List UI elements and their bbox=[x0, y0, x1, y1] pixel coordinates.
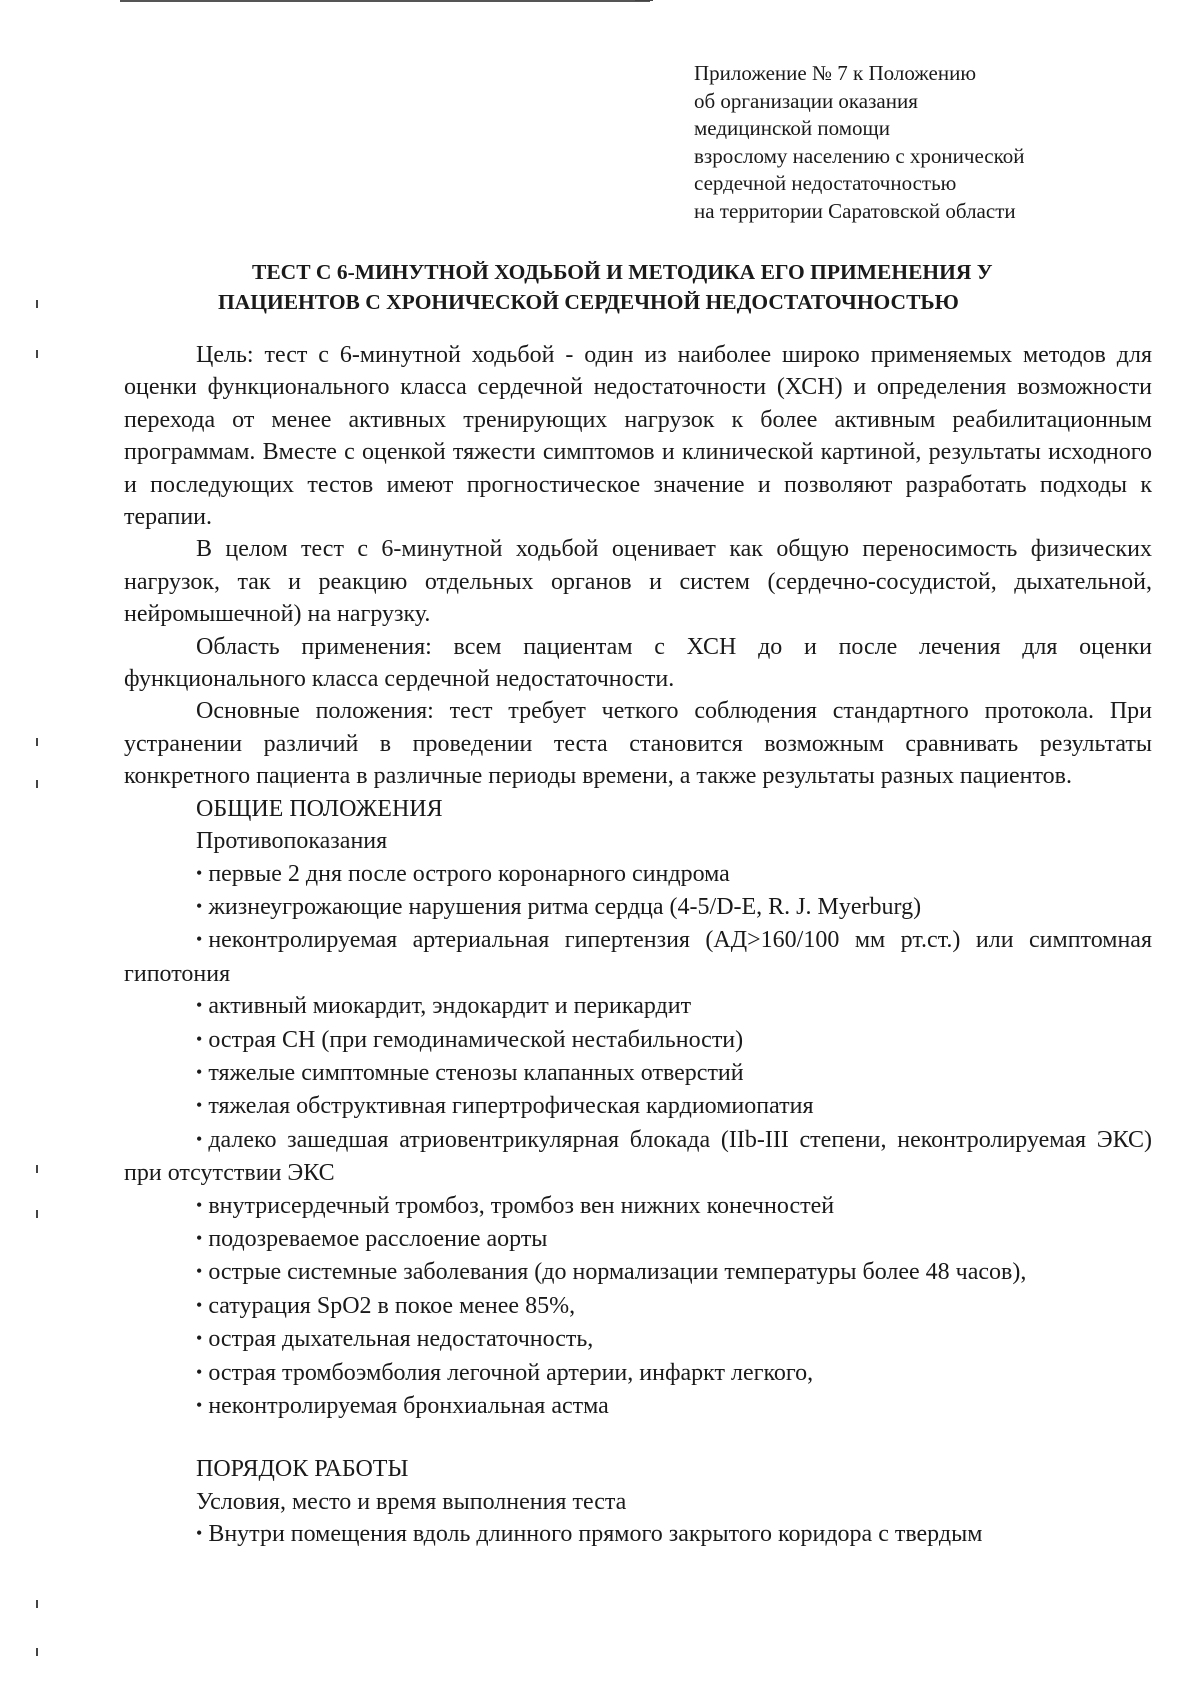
document-title bbox=[200, 257, 1100, 317]
bullet-icon: • bbox=[196, 1328, 203, 1349]
subheading-contraindications: Противопоказания bbox=[196, 828, 388, 855]
bullet-icon: • bbox=[196, 1294, 203, 1315]
scan-margin-mark bbox=[36, 350, 38, 358]
bullet-icon: • bbox=[196, 1095, 203, 1116]
scan-margin-mark bbox=[36, 1165, 38, 1173]
list-item: • жизнеугрожающие нарушения ритма сердца (4-5/D-E, R. J. Myerburg) bbox=[196, 893, 922, 920]
bullet-icon: • bbox=[196, 995, 203, 1016]
bullet-icon: • bbox=[196, 1227, 203, 1248]
list-item: • далеко зашедшая атриовентрикулярная блокада (IIb-III степени, неконтролируемая ЭКС) при отсутствии ЭКС bbox=[124, 1126, 1152, 1187]
section-heading-general: ОБЩИЕ ПОЛОЖЕНИЯ bbox=[196, 795, 443, 822]
scan-margin-mark bbox=[36, 780, 38, 788]
bullet-icon: • bbox=[196, 1194, 203, 1215]
list-item: • тяжелая обструктивная гипертрофическая кардиомиопатия bbox=[196, 1093, 814, 1120]
list-item: • острая дыхательная недостаточность, bbox=[196, 1326, 594, 1353]
title-line-2: ПАЦИЕНТОВ С ХРОНИЧЕСКОЙ СЕРДЕЧНОЙ НЕДОСТАТОЧНОСТЬЮ bbox=[218, 290, 959, 314]
list-item: • Внутри помещения вдоль длинного прямого закрытого коридора с твердым bbox=[196, 1521, 983, 1548]
paragraph-goal: Цель: тест с 6-минутной ходьбой - один из наиболее широко применяемых методов для оценки функционального класса сердечной недостаточности (ХСН) и определения возможности перехода от менее активных тренирующих нагрузок к более активным реабилитационным программам. Вместе с оценкой тяжести симптомов и клинической картиной, результаты исходного и последующих тестов имеют прогностическое значение и позволяют разработать подходы к терапии. bbox=[124, 342, 1152, 531]
paragraph-overall: В целом тест с 6-минутной ходьбой оценивает как общую переносимость физических нагрузок, так и реакцию отдельных органов и систем (сердечно-сосудистой, дыхательной, нейромышечной) на нагрузку. bbox=[124, 536, 1152, 628]
annex-line: сердечной недостаточностью bbox=[694, 171, 957, 196]
scan-margin-mark bbox=[36, 1648, 38, 1656]
list-item: • тяжелые симптомные стенозы клапанных отверстий bbox=[196, 1059, 744, 1086]
annex-line: об организации оказания bbox=[694, 88, 918, 113]
list-item: • сатурация SpO2 в покое менее 85%, bbox=[196, 1292, 576, 1319]
list-item: • подозреваемое расслоение аорты bbox=[196, 1225, 548, 1252]
bullet-icon: • bbox=[196, 895, 203, 916]
top-border-line bbox=[120, 0, 650, 2]
top-border-mark bbox=[635, 0, 653, 5]
title-line-1: ТЕСТ С 6-МИНУТНОЙ ХОДЬБОЙ И МЕТОДИКА ЕГО ПРИМЕНЕНИЯ У bbox=[252, 260, 993, 284]
bullet-icon: • bbox=[196, 1523, 203, 1544]
scan-margin-mark bbox=[36, 738, 38, 746]
bullet-icon: • bbox=[196, 1128, 203, 1149]
bullet-icon: • bbox=[196, 1061, 203, 1082]
list-item: • активный миокардит, эндокардит и перикардит bbox=[196, 993, 692, 1020]
list-item: • неконтролируемая бронхиальная астма bbox=[196, 1393, 609, 1419]
list-item: • неконтролируемая артериальная гипертензия (АД>160/100 мм рт.ст.) или симптомная гипотония bbox=[124, 927, 1152, 987]
list-item: • внутрисердечный тромбоз, тромбоз вен нижних конечностей bbox=[196, 1192, 835, 1219]
section-heading-procedure: ПОРЯДОК РАБОТЫ bbox=[196, 1456, 409, 1483]
bullet-icon: • bbox=[196, 1361, 203, 1382]
document-body bbox=[124, 339, 1152, 1552]
list-item: • острые системные заболевания (до нормализации температуры более 48 часов), bbox=[196, 1259, 1027, 1286]
bullet-icon: • bbox=[196, 929, 203, 950]
list-item: • первые 2 дня после острого коронарного синдрома bbox=[196, 860, 730, 887]
bullet-icon: • bbox=[196, 1395, 203, 1415]
contraindications-list bbox=[124, 858, 1152, 1424]
scan-margin-mark bbox=[36, 1600, 38, 1608]
annex-line: на территории Саратовской области bbox=[694, 198, 1016, 223]
annex-line: взрослому населению с хронической bbox=[694, 143, 1025, 168]
annex-line: Приложение № 7 к Положению bbox=[694, 61, 977, 85]
paragraph-basics: Основные положения: тест требует четкого соблюдения стандартного протокола. При устранении различий в проведении теста становится возможным сравнивать результаты конкретного пациента в различные периоды времени, а также результаты разных пациентов. bbox=[124, 698, 1152, 790]
paragraph-scope: Область применения: всем пациентам с ХСН до и после лечения для оценки функционального класса сердечной недостаточности. bbox=[124, 633, 1152, 693]
bullet-icon: • bbox=[196, 1028, 203, 1049]
bullet-icon: • bbox=[196, 862, 203, 883]
subheading-conditions: Условия, место и время выполнения теста bbox=[196, 1488, 627, 1515]
list-item: • острая СН (при гемодинамической нестабильности) bbox=[196, 1026, 744, 1053]
bullet-icon: • bbox=[196, 1261, 203, 1282]
annex-reference bbox=[694, 60, 1134, 226]
scan-margin-mark bbox=[36, 300, 38, 308]
scan-margin-mark bbox=[36, 1210, 38, 1218]
list-item: • острая тромбоэмболия легочной артерии, инфаркт легкого, bbox=[196, 1359, 814, 1386]
annex-line: медицинской помощи bbox=[694, 116, 890, 141]
